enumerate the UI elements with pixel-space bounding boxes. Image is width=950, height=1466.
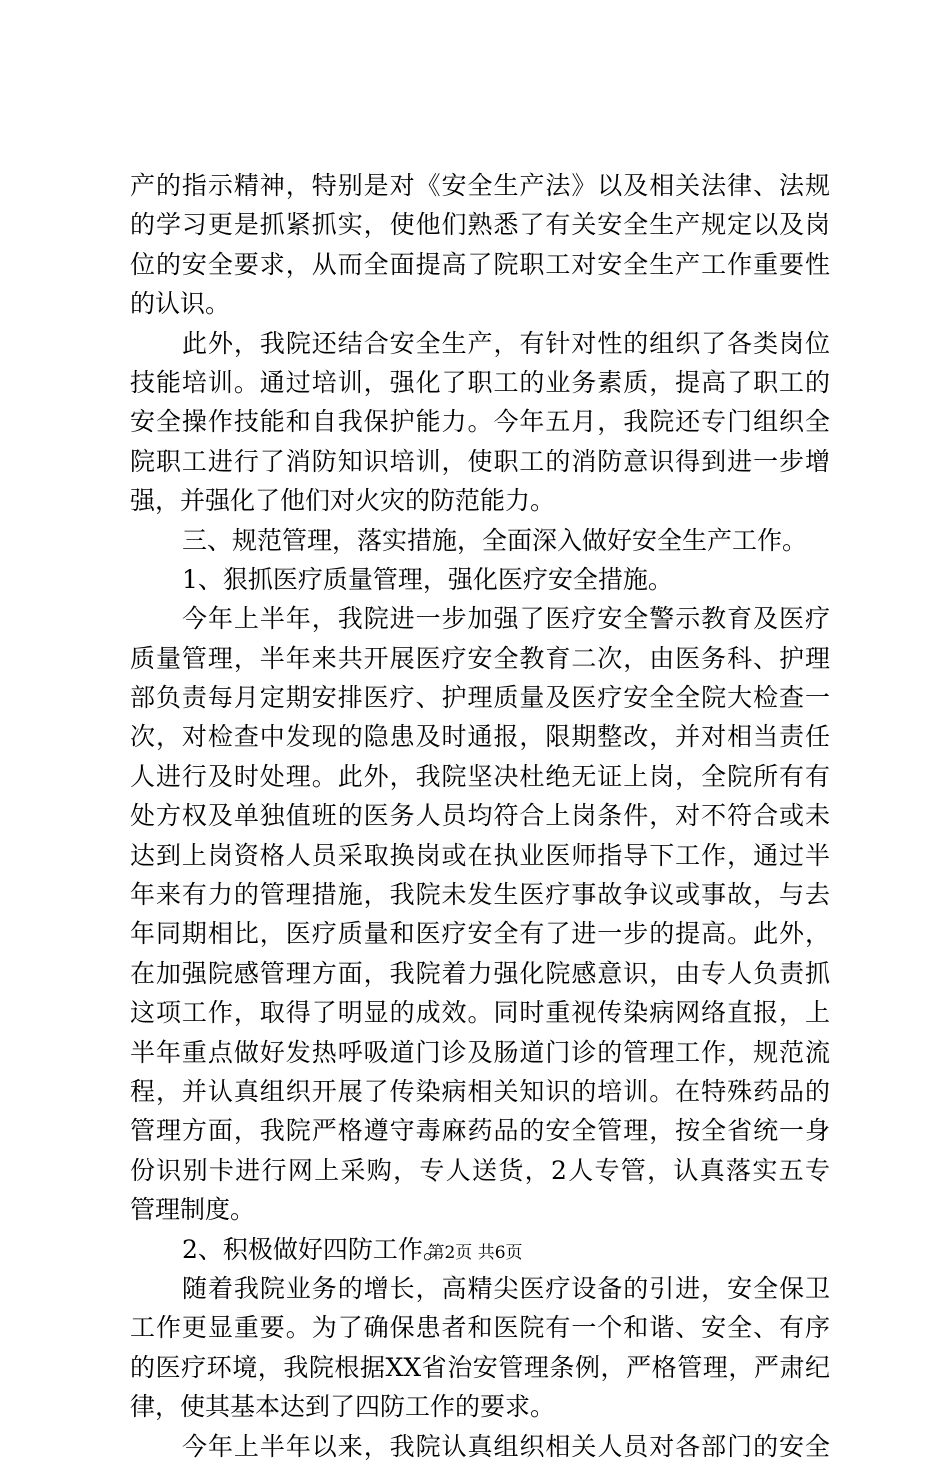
text-line: 强，并强化了他们对火灾的防范能力。 xyxy=(130,486,556,516)
text-line: 年同期相比，医疗质量和医疗安全有了进一步的提高。此外， xyxy=(130,919,830,949)
text-line: 位的安全要求，从而全面提高了院职工对安全生产工作重要性 xyxy=(130,249,830,279)
text-line: 管理制度。 xyxy=(130,1195,256,1225)
text-line: 管理方面，我院严格遵守毒麻药品的安全管理，按全省统一身 xyxy=(130,1116,830,1146)
text-line: 产的指示精神，特别是对《安全生产法》以及相关法律、法规 xyxy=(130,171,830,200)
text-line: 部负责每月定期安排医疗、护理质量及医疗安全全院大检查一 xyxy=(130,683,830,713)
section-heading: 三、规范管理，落实措施，全面深入做好安全生产工作。 xyxy=(182,525,808,555)
page-footer: 第2页 共6页 xyxy=(427,1243,523,1263)
text-line: 份识别卡进行网上采购，专人送货，2人专管，认真落实五专 xyxy=(130,1155,830,1185)
text-line: 今年上半年以来，我院认真组织相关人员对各部门的安全 xyxy=(182,1431,830,1461)
subsection-heading: 2、积极做好四防工作。 xyxy=(182,1234,448,1264)
text-line: 在加强院感管理方面，我院着力强化院感意识，由专人负责抓 xyxy=(130,958,830,988)
subsection-heading: 1、狠抓医疗质量管理，强化医疗安全措施。 xyxy=(182,564,673,594)
text-line: 此外，我院还结合安全生产，有针对性的组织了各类岗位 xyxy=(182,328,830,358)
text-line: 院职工进行了消防知识培训，使职工的消防意识得到进一步增 xyxy=(130,446,830,476)
body-text xyxy=(130,166,830,1466)
text-line: 律，使其基本达到了四防工作的要求。 xyxy=(130,1392,556,1422)
text-line: 技能培训。通过培训，强化了职工的业务素质，提高了职工的 xyxy=(130,367,830,397)
text-line: 年来有力的管理措施，我院未发生医疗事故争议或事故，与去 xyxy=(130,880,830,910)
text-line: 次，对检查中发现的隐患及时通报，限期整改，并对相当责任 xyxy=(130,722,830,752)
text-line: 程，并认真组织开展了传染病相关知识的培训。在特殊药品的 xyxy=(130,1076,830,1106)
text-line: 安全操作技能和自我保护能力。今年五月，我院还专门组织全 xyxy=(130,407,830,437)
text-line: 今年上半年，我院进一步加强了医疗安全警示教育及医疗 xyxy=(182,604,830,634)
text-line: 的医疗环境，我院根据XX省治安管理条例，严格管理，严肃纪 xyxy=(130,1352,830,1382)
text-line: 工作更显重要。为了确保患者和医院有一个和谐、安全、有序 xyxy=(130,1313,830,1343)
text-line: 的认识。 xyxy=(130,289,231,319)
text-line: 的学习更是抓紧抓实，使他们熟悉了有关安全生产规定以及岗 xyxy=(130,210,830,240)
text-line: 随着我院业务的增长，高精尖医疗设备的引进，安全保卫 xyxy=(182,1273,830,1303)
text-line: 质量管理，半年来共开展医疗安全教育二次，由医务科、护理 xyxy=(130,643,830,673)
text-line: 这项工作，取得了明显的成效。同时重视传染病网络直报，上 xyxy=(130,998,830,1028)
text-line: 半年重点做好发热呼吸道门诊及肠道门诊的管理工作，规范流 xyxy=(130,1037,830,1067)
text-line: 处方权及单独值班的医务人员均符合上岗条件，对不符合或未 xyxy=(130,801,830,831)
text-line: 人进行及时处理。此外，我院坚决杜绝无证上岗，全院所有有 xyxy=(130,761,830,791)
text-line: 达到上岗资格人员采取换岗或在执业医师指导下工作，通过半 xyxy=(130,840,830,870)
